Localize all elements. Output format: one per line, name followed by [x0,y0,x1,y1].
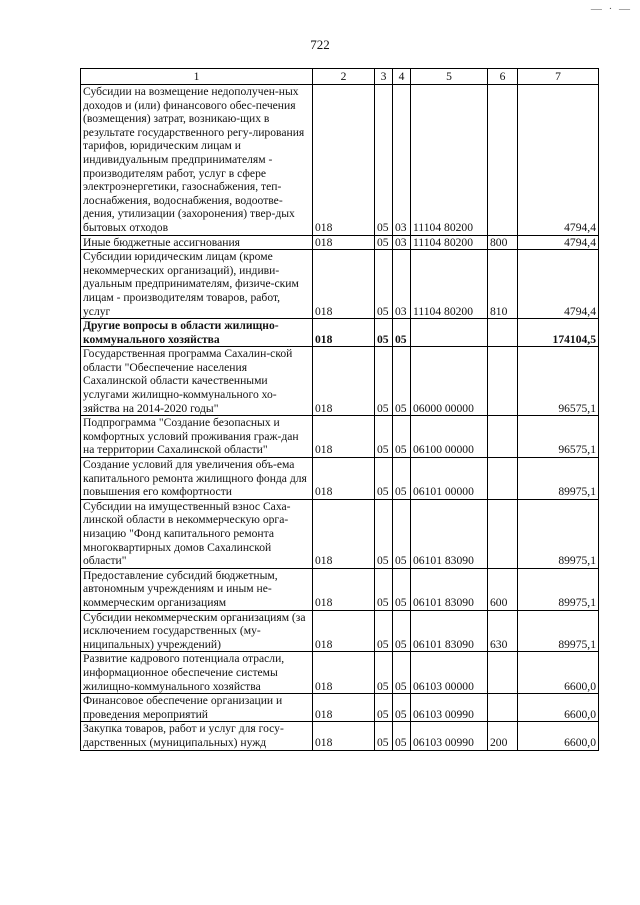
expense-type-cell [488,416,518,458]
amount-cell: 6600,0 [518,652,599,694]
subsection-code-cell: 05 [393,499,411,568]
header-cell: 7 [518,69,599,85]
section-code-cell: 05 [375,694,393,722]
target-article-cell: 11104 80200 [411,235,488,250]
item-name-cell: Создание условий для увеличения объ-ема капитального ремонта жилищного фонда для повышения его комфортности [81,458,313,500]
ministry-code-cell: 018 [313,499,375,568]
ministry-code-cell: 018 [313,85,375,236]
section-code-cell: 05 [375,722,393,750]
section-code-cell: 05 [375,499,393,568]
subsection-code-cell: 05 [393,694,411,722]
target-article-cell: 06101 83090 [411,499,488,568]
ministry-code-cell: 018 [313,347,375,416]
budget-table [80,68,599,751]
item-name-cell: Субсидии на имущественный взнос Саха-линской области в некоммерческую орга-низацию "Фонд капитального ремонта многоквартирных домов Сахалинской области" [81,499,313,568]
page-number: 722 [310,37,330,52]
amount-cell: 96575,1 [518,416,599,458]
target-article-cell: 11104 80200 [411,250,488,319]
ministry-code-cell: 018 [313,610,375,652]
table-row [81,319,599,347]
section-code-cell: 05 [375,250,393,319]
item-name-cell: Предоставление субсидий бюджетным, автономным учреждениям и иным не-коммерческим организациям [81,568,313,610]
section-code-cell: 05 [375,652,393,694]
target-article-cell: 06103 00990 [411,694,488,722]
table-row [81,610,599,652]
ministry-code-cell: 018 [313,568,375,610]
expense-type-cell [488,319,518,347]
amount-cell: 96575,1 [518,347,599,416]
expense-type-cell [488,652,518,694]
amount-cell: 89975,1 [518,610,599,652]
subsection-code-cell: 05 [393,416,411,458]
amount-cell: 4794,4 [518,250,599,319]
table-row [81,458,599,500]
section-code-cell: 05 [375,610,393,652]
subsection-code-cell: 03 [393,85,411,236]
table-row [81,568,599,610]
expense-type-cell [488,499,518,568]
item-name-cell: Государственная программа Сахалин-ской области "Обеспечение населения Сахалинской области качественными услугами жилищно-коммунального хо-зяйства на 2014-2020 годы" [81,347,313,416]
item-name-cell: Закупка товаров, работ и услуг для госу-дарственных (муниципальных) нужд [81,722,313,750]
expense-type-cell [488,85,518,236]
subsection-code-cell: 03 [393,250,411,319]
item-name-cell: Развитие кадрового потенциала отрасли, информационное обеспечение системы жилищно-коммунального хозяйства [81,652,313,694]
ministry-code-cell: 018 [313,458,375,500]
item-name-cell: Иные бюджетные ассигнования [81,235,313,250]
header-cell: 4 [393,69,411,85]
item-name-cell: Субсидии юридическим лицам (кроме некоммерческих организаций), индиви-дуальным предпринимателям, физиче-ским лицам - производителям товаров, работ, услуг [81,250,313,319]
ministry-code-cell: 018 [313,652,375,694]
target-article-cell: 11104 80200 [411,85,488,236]
item-name-cell: Субсидии некоммерческим организациям (за исключением государственных (му-ниципальных) учреждений) [81,610,313,652]
amount-cell: 4794,4 [518,85,599,236]
ministry-code-cell: 018 [313,722,375,750]
section-code-cell: 05 [375,416,393,458]
table-row [81,85,599,236]
subsection-code-cell: 05 [393,568,411,610]
corner-marks: — · — [590,3,632,15]
table-row [81,652,599,694]
item-name-cell: Субсидии на возмещение недополучен-ных доходов и (или) финансового обес-печения (возмещения) затрат, возникаю-щих в результате государственного регу-лирования тарифов, юридическим лицам и индивидуальным предпринимателям - производителям работ, услуг в сфере электроэнергетики, газоснабжения, теп-лоснабжения, водоснабжения, водоотве-дения, утилизации (захоронения) твер-дых бытовых отходов [81,85,313,236]
target-article-cell: 06101 83090 [411,610,488,652]
amount-cell: 6600,0 [518,722,599,750]
expense-type-cell: 800 [488,235,518,250]
subsection-code-cell: 05 [393,722,411,750]
expense-type-cell: 600 [488,568,518,610]
item-name-cell: Другие вопросы в области жилищно-коммунального хозяйства [81,319,313,347]
table-row [81,235,599,250]
item-name-cell: Подпрограмма "Создание безопасных и комфортных условий проживания граж-дан на территории Сахалинской области" [81,416,313,458]
target-article-cell: 06103 00990 [411,722,488,750]
target-article-cell: 06100 00000 [411,416,488,458]
target-article-cell: 06103 00000 [411,652,488,694]
amount-cell: 89975,1 [518,568,599,610]
expense-type-cell [488,458,518,500]
expense-type-cell [488,694,518,722]
header-cell: 6 [488,69,518,85]
amount-cell: 4794,4 [518,235,599,250]
expense-type-cell: 810 [488,250,518,319]
ministry-code-cell: 018 [313,235,375,250]
subsection-code-cell: 05 [393,319,411,347]
expense-type-cell: 200 [488,722,518,750]
section-code-cell: 05 [375,568,393,610]
table-row [81,499,599,568]
table-row [81,416,599,458]
target-article-cell: 06101 83090 [411,568,488,610]
target-article-cell: 06101 00000 [411,458,488,500]
expense-type-cell [488,347,518,416]
amount-cell: 89975,1 [518,458,599,500]
section-code-cell: 05 [375,347,393,416]
ministry-code-cell: 018 [313,694,375,722]
amount-cell: 6600,0 [518,694,599,722]
subsection-code-cell: 05 [393,652,411,694]
amount-cell: 89975,1 [518,499,599,568]
subsection-code-cell: 05 [393,458,411,500]
subsection-code-cell: 05 [393,610,411,652]
header-cell: 3 [375,69,393,85]
header-row [81,69,599,85]
table-row [81,250,599,319]
subsection-code-cell: 03 [393,235,411,250]
item-name-cell: Финансовое обеспечение организации и проведения мероприятий [81,694,313,722]
section-code-cell: 05 [375,458,393,500]
header-cell: 2 [313,69,375,85]
section-code-cell: 05 [375,319,393,347]
section-code-cell: 05 [375,235,393,250]
target-article-cell: 06000 00000 [411,347,488,416]
section-code-cell: 05 [375,85,393,236]
table-row [81,694,599,722]
table-row [81,347,599,416]
target-article-cell [411,319,488,347]
header-cell: 5 [411,69,488,85]
table-row [81,722,599,750]
ministry-code-cell: 018 [313,319,375,347]
header-cell: 1 [81,69,313,85]
amount-cell: 174104,5 [518,319,599,347]
expense-type-cell: 630 [488,610,518,652]
subsection-code-cell: 05 [393,347,411,416]
ministry-code-cell: 018 [313,416,375,458]
ministry-code-cell: 018 [313,250,375,319]
